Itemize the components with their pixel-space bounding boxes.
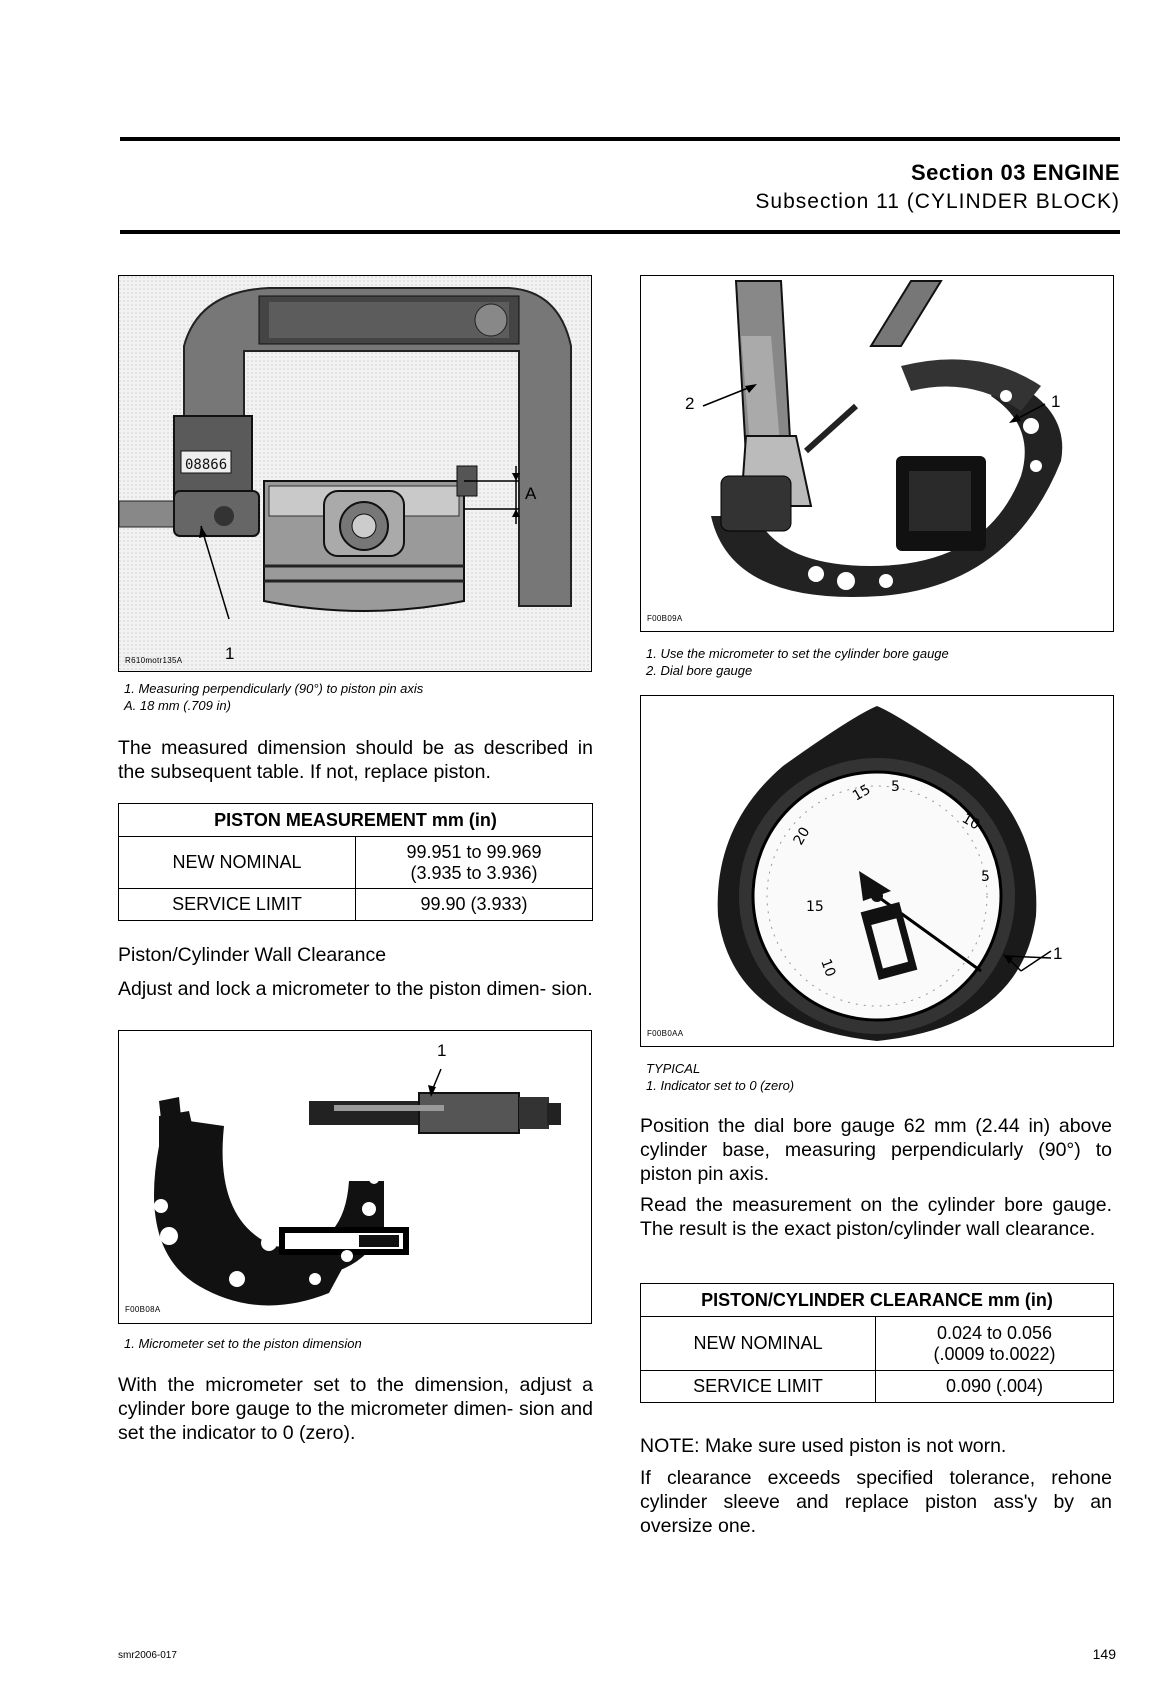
callout-2: 2 (685, 394, 695, 413)
table-cell-value: 0.090 (.004) (876, 1371, 1114, 1403)
micrometer-illustration (119, 1031, 591, 1323)
page-number: 149 (1092, 1646, 1116, 1662)
figure-code: R610motr135A (125, 656, 183, 665)
figure-caption (646, 645, 949, 679)
figure-code: F00B0AA (647, 1029, 684, 1038)
caption-line: 2. Dial bore gauge (646, 663, 753, 678)
svg-text:10: 10 (817, 956, 839, 980)
piston-measurement-table (118, 803, 593, 921)
callout-1: 1 (1051, 392, 1061, 411)
micrometer-piston-illustration (119, 276, 591, 671)
value-line: 99.951 to 99.969 (406, 841, 542, 862)
caption-typical: TYPICAL (646, 1061, 701, 1076)
note-label: NOTE: (640, 1435, 700, 1457)
table-cell-label: NEW NOMINAL (641, 1317, 876, 1371)
table-cell-value (876, 1317, 1114, 1371)
figure-caption (124, 1335, 362, 1352)
piston-cylinder-clearance-table (640, 1283, 1114, 1403)
table-title: PISTON MEASUREMENT mm (in) (119, 804, 593, 837)
section-title: Section 03 ENGINE (910, 160, 1120, 185)
table-title: PISTON/CYLINDER CLEARANCE mm (in) (641, 1284, 1114, 1317)
svg-text:20: 20 (790, 824, 814, 848)
caption-line: 1. Use the micrometer to set the cylinder bore gauge (646, 646, 949, 661)
figure-micrometer (118, 1030, 592, 1324)
figure-piston-measurement (118, 275, 592, 672)
paragraph: Read the measurement on the cylinder bore gauge. The result is the exact piston/cylinder wall clearance. (640, 1194, 1112, 1240)
value-line: (3.935 to 3.936) (410, 862, 538, 883)
caption-line: 1. Micrometer set to the piston dimension (124, 1336, 362, 1351)
figure-code: F00B09A (647, 614, 683, 623)
paragraph: With the micrometer set to the dimension, adjust a cylinder bore gauge to the micrometer dimen- sion and set the indicator to 0 (zero). (118, 1374, 593, 1444)
figure-code: F00B08A (125, 1305, 161, 1314)
svg-text:15: 15 (850, 781, 874, 805)
svg-text:5: 5 (981, 869, 990, 885)
footer-document-code: smr2006-017 (118, 1650, 177, 1661)
svg-text:10: 10 (959, 810, 983, 834)
note (640, 1434, 1112, 1458)
callout-1: 1 (437, 1041, 447, 1060)
svg-text:5: 5 (891, 779, 900, 795)
header-bottom-rule (120, 230, 1120, 234)
dial-gauge-illustration (641, 696, 1113, 1046)
value-line: (.0009 to.0022) (933, 1343, 1056, 1364)
figure-caption (646, 1060, 794, 1094)
table-cell-label: NEW NOMINAL (119, 837, 356, 889)
paragraph: Adjust and lock a micrometer to the piston dimen- sion. (118, 978, 593, 1000)
note-text: Make sure used piston is not worn. (699, 1435, 1007, 1457)
table-cell-value (356, 837, 593, 889)
micrometer-display-text: 08866 (185, 457, 228, 473)
callout-a: A (525, 484, 537, 503)
subsection-heading: Piston/Cylinder Wall Clearance (118, 944, 387, 966)
table-cell-value: 99.90 (3.933) (356, 889, 593, 921)
figure-dial-gauge (640, 695, 1114, 1047)
subsection-title: Subsection 11 (CYLINDER BLOCK) (755, 190, 1120, 213)
paragraph: The measured dimension should be as described in the subsequent table. If not, replace piston. (118, 737, 593, 783)
table-cell-label: SERVICE LIMIT (119, 889, 356, 921)
caption-line: 1. Indicator set to 0 (zero) (646, 1078, 795, 1093)
figure-bore-gauge-setting (640, 275, 1114, 632)
table-cell-label: SERVICE LIMIT (641, 1371, 876, 1403)
callout-1: 1 (1053, 944, 1063, 963)
caption-line: A. 18 mm (.709 in) (124, 698, 231, 713)
header-top-rule (120, 137, 1120, 141)
paragraph: Position the dial bore gauge 62 mm (2.44 in) above cylinder base, measuring perpendicularly (90°) to piston pin axis. (640, 1115, 1112, 1185)
bore-gauge-setting-illustration (641, 276, 1113, 631)
svg-text:15: 15 (806, 899, 824, 915)
value-line: 0.024 to 0.056 (936, 1322, 1053, 1343)
paragraph: If clearance exceeds specified tolerance, rehone cylinder sleeve and replace piston ass'y by an oversize one. (640, 1467, 1112, 1537)
caption-line: 1. Measuring perpendicularly (90°) to piston pin axis (124, 681, 424, 696)
figure-caption (124, 680, 423, 714)
callout-1: 1 (225, 644, 235, 663)
